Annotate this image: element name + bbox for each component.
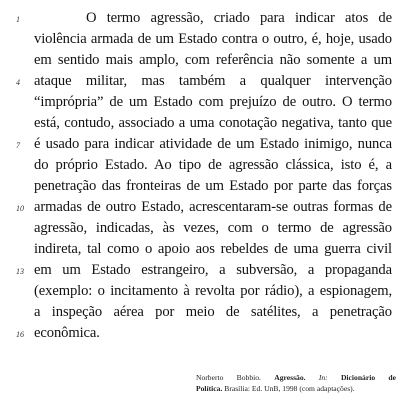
citation-in: In: xyxy=(318,373,328,382)
citation-line xyxy=(196,372,396,383)
citation-line xyxy=(196,383,396,394)
paragraph-line: ataque militar, mas também a qualquer intervenção xyxy=(34,73,392,89)
paragraph-line: penetração das fronteiras de um Estado por parte das forças xyxy=(34,178,392,194)
paragraph-line: violência armada de um Estado contra o outro, é, hoje, usado xyxy=(34,31,392,47)
citation-work-cont: Política. xyxy=(196,384,223,393)
paragraph-line xyxy=(34,8,392,29)
paragraph-line: está, contudo, associado a uma conotação negativa, tanto que xyxy=(34,115,392,131)
paragraph-line: em um Estado estrangeiro, a subversão, a propaganda xyxy=(34,262,392,278)
paragraph-line: indireta, tal como o apoio aos rebeldes de uma guerra civil xyxy=(34,241,392,257)
paragraph-line: (exemplo: o incitamento à revolta por rádio), a espionagem, xyxy=(34,283,392,299)
source-citation xyxy=(196,372,396,394)
paragraph-line: econômica. xyxy=(34,325,100,341)
paragraph-line: é usado para indicar atividade de um Estado inimigo, nunca xyxy=(34,136,392,152)
line-number: 16 xyxy=(16,330,24,339)
paragraph-line: “imprópria” de um Estado com prejuízo de outro. O termo xyxy=(34,94,392,110)
citation-work: Dicionário de xyxy=(340,373,396,382)
citation-entry: Agressão. xyxy=(274,373,306,382)
line-number: 10 xyxy=(16,204,24,213)
line-number: 1 xyxy=(16,15,20,24)
line-number: 13 xyxy=(16,267,24,276)
paragraph-line: do próprio Estado. Ao tipo de agressão clássica, isto é, a xyxy=(34,157,392,173)
paragraph-line: agressão, indicadas, às vezes, com o termo de agressão xyxy=(34,220,392,236)
line-number: 7 xyxy=(16,141,20,150)
paragraph-line-text: O termo agressão, criado para indicar atos de xyxy=(86,10,392,26)
citation-publisher: Brasília: Ed. UnB, 1998 (com adaptações). xyxy=(224,384,355,393)
paragraph-line: em sentido mais amplo, com referência não somente a um xyxy=(34,52,392,68)
line-number: 4 xyxy=(16,78,20,87)
paragraph-line: armadas de outro Estado, acrescentaram-se outras formas de xyxy=(34,199,392,215)
paragraph-line: a inspeção aérea por meio de satélites, a penetração xyxy=(34,304,392,320)
citation-author: Norberto Bobbio. xyxy=(196,373,261,382)
